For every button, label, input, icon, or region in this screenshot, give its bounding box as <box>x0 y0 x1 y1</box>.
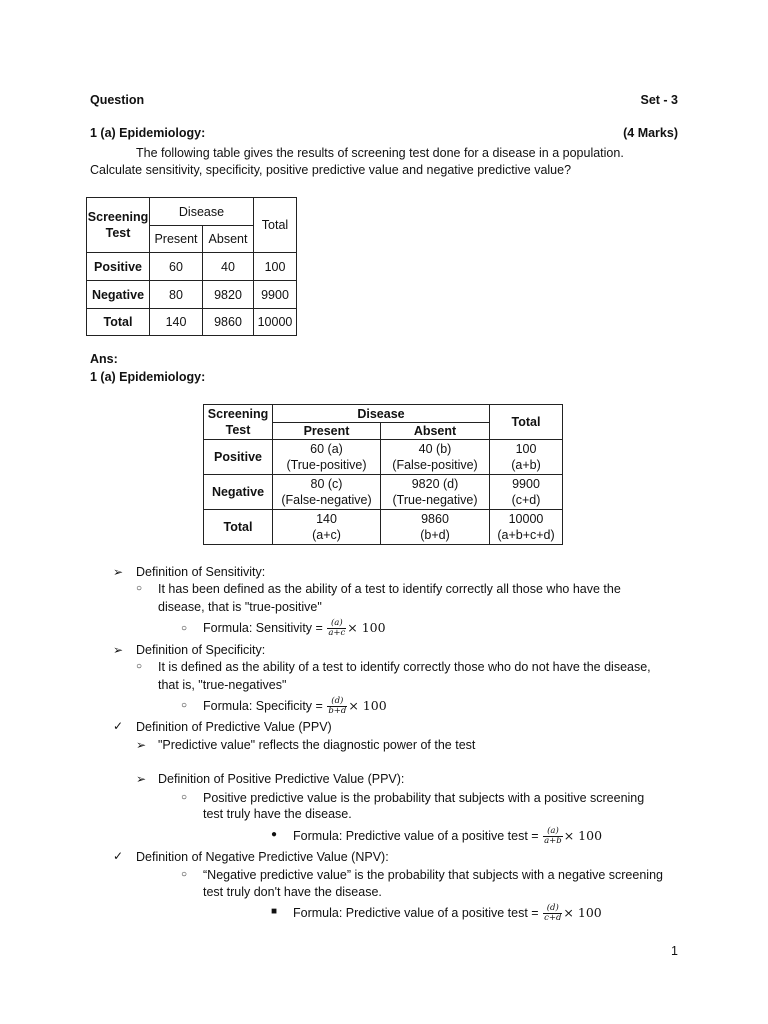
circle-bullet-icon: ○ <box>181 700 188 711</box>
table-row <box>87 309 297 336</box>
fraction-denominator: b+d <box>328 706 347 717</box>
t1-present-header: Present <box>150 226 203 253</box>
t2-row-label: Negative <box>204 475 273 510</box>
ppv-fraction <box>543 827 563 846</box>
t1-row-label: Total <box>87 309 150 336</box>
sensitivity-text-1: It has been defined as the ability of a test to identify correctly all those who have the <box>158 582 621 596</box>
t2-total-header: Total <box>490 405 563 440</box>
fraction-denominator: a+c <box>328 628 346 639</box>
ppv-text-2: test truly have the disease. <box>203 807 352 821</box>
t2-screening-line2: Test <box>225 423 251 437</box>
ppv-formula-label: Formula: Predictive value of a positive test = <box>293 829 539 843</box>
t2-absent-header: Absent <box>381 423 490 440</box>
answer-title: 1 (a) Epidemiology: <box>90 370 206 384</box>
table-row <box>87 281 297 309</box>
t2-cell <box>490 510 563 545</box>
t2-cell-note: (a+b) <box>511 458 541 472</box>
header-set-label: Set - 3 <box>640 93 678 107</box>
t2-cell <box>381 510 490 545</box>
table-row <box>204 510 563 545</box>
specificity-text-2: that is, "true-negatives" <box>158 678 287 692</box>
t1-cell: 100 <box>254 253 297 281</box>
t2-cell-note: (a+c) <box>312 528 341 542</box>
t2-cell <box>490 440 563 475</box>
check-bullet-icon: ✓ <box>113 719 124 733</box>
sensitivity-fraction <box>327 619 346 638</box>
t2-cell-note: (b+d) <box>420 528 450 542</box>
t1-cell: 140 <box>150 309 203 336</box>
t2-screening-line1: Screening <box>207 407 269 421</box>
check-bullet-icon: ✓ <box>113 849 124 863</box>
t2-screening-header <box>204 405 273 440</box>
specificity-heading: Definition of Specificity: <box>136 643 266 657</box>
arrow-bullet-icon: ➢ <box>113 565 124 579</box>
t1-row-label: Negative <box>87 281 150 309</box>
question-title: 1 (a) Epidemiology: <box>90 126 206 140</box>
t2-cell-value: 80 (c) <box>310 477 343 491</box>
fraction-numerator: (a) <box>543 827 563 837</box>
circle-bullet-icon: ○ <box>181 623 188 634</box>
t2-cell <box>381 475 490 510</box>
specificity-formula-label: Formula: Specificity = <box>203 699 323 713</box>
times-100: × 100 <box>563 905 602 920</box>
specificity-formula <box>203 692 387 720</box>
answer-label: Ans: <box>90 352 118 366</box>
t2-row-label: Positive <box>204 440 273 475</box>
t2-cell-note: (True-positive) <box>286 458 367 472</box>
table-row <box>87 253 297 281</box>
t2-cell-note: (c+d) <box>511 493 541 507</box>
t2-cell-value: 9900 <box>512 477 540 491</box>
t1-cell: 9860 <box>203 309 254 336</box>
t2-cell-note: (True-negative) <box>392 493 478 507</box>
table-row <box>204 475 563 510</box>
sensitivity-formula-label: Formula: Sensitivity = <box>203 621 323 635</box>
circle-bullet-icon: ○ <box>181 792 188 803</box>
question-table <box>86 197 297 336</box>
t2-cell-value: 60 (a) <box>310 442 343 456</box>
npv-formula-label: Formula: Predictive value of a positive test = <box>293 906 539 920</box>
t2-cell <box>273 475 381 510</box>
ppv-heading: Definition of Positive Predictive Value (PPV): <box>158 772 405 786</box>
t2-cell <box>273 440 381 475</box>
t1-row-label: Positive <box>87 253 150 281</box>
t1-absent-header: Absent <box>203 226 254 253</box>
t1-cell: 9900 <box>254 281 297 309</box>
sensitivity-heading: Definition of Sensitivity: <box>136 565 266 579</box>
predictive-value-text: "Predictive value" reflects the diagnostic power of the test <box>158 738 476 752</box>
ppv-formula <box>293 822 602 850</box>
question-marks: (4 Marks) <box>623 126 678 140</box>
t1-cell: 9820 <box>203 281 254 309</box>
t2-disease-header: Disease <box>273 405 490 423</box>
t2-cell-value: 40 (b) <box>418 442 452 456</box>
circle-bullet-icon: ○ <box>136 583 143 594</box>
t2-cell-value: 9860 <box>421 512 449 526</box>
page-number: 1 <box>671 944 678 958</box>
dot-bullet-icon: ● <box>271 829 278 840</box>
arrow-bullet-icon: ➢ <box>113 643 124 657</box>
answer-table <box>203 404 563 545</box>
specificity-text-1: It is defined as the ability of a test to identify correctly those who do not have the disease, <box>158 660 651 674</box>
t2-cell <box>381 440 490 475</box>
t2-cell-note: (False-positive) <box>392 458 478 472</box>
question-line-1: The following table gives the results of screening test done for a disease in a population. <box>136 146 624 160</box>
arrow-bullet-icon: ➢ <box>136 772 147 786</box>
t2-cell-value: 9820 (d) <box>411 477 459 491</box>
t2-present-header: Present <box>273 423 381 440</box>
t1-cell: 10000 <box>254 309 297 336</box>
t2-cell <box>273 510 381 545</box>
t1-disease-header: Disease <box>150 198 254 226</box>
question-line-2: Calculate sensitivity, specificity, positive predictive value and negative predictive value? <box>90 163 572 177</box>
circle-bullet-icon: ○ <box>136 661 143 672</box>
predictive-value-heading: Definition of Predictive Value (PPV) <box>136 720 332 734</box>
t1-screening-line1: Screening <box>87 210 149 224</box>
times-100: × 100 <box>348 698 387 713</box>
npv-text-1: “Negative predictive value” is the probability that subjects with a negative screening <box>203 868 663 882</box>
t1-total-header: Total <box>254 198 297 253</box>
t1-cell: 60 <box>150 253 203 281</box>
npv-fraction <box>543 904 562 923</box>
t1-cell: 80 <box>150 281 203 309</box>
arrow-bullet-icon: ➢ <box>136 738 147 752</box>
sensitivity-formula <box>203 614 386 642</box>
t2-cell-note: (a+b+c+d) <box>497 528 555 542</box>
fraction-numerator: (d) <box>543 904 562 914</box>
npv-text-2: test truly don't have the disease. <box>203 885 382 899</box>
npv-formula <box>293 899 602 927</box>
npv-heading: Definition of Negative Predictive Value (NPV): <box>136 850 389 864</box>
square-bullet-icon: ■ <box>271 906 278 917</box>
fraction-denominator: a+b <box>544 836 562 847</box>
t2-cell-value: 100 <box>515 442 537 456</box>
t2-cell-value: 10000 <box>508 512 544 526</box>
fraction-numerator: (d) <box>327 697 347 707</box>
table-row <box>204 440 563 475</box>
fraction-numerator: (a) <box>327 619 346 629</box>
t2-cell-value: 140 <box>316 512 337 526</box>
circle-bullet-icon: ○ <box>181 869 188 880</box>
t2-cell-note: (False-negative) <box>281 493 372 507</box>
t1-screening-header <box>87 198 150 253</box>
ppv-text-1: Positive predictive value is the probability that subjects with a positive screening <box>203 791 645 805</box>
t2-cell <box>490 475 563 510</box>
t2-row-label: Total <box>204 510 273 545</box>
fraction-denominator: c+d <box>544 913 562 924</box>
t1-screening-line2: Test <box>105 226 131 240</box>
header-question-label: Question <box>90 93 145 107</box>
specificity-fraction <box>327 697 347 716</box>
t1-cell: 40 <box>203 253 254 281</box>
times-100: × 100 <box>347 620 386 635</box>
sensitivity-text-2: disease, that is "true-positive" <box>158 600 322 614</box>
times-100: × 100 <box>563 828 603 843</box>
